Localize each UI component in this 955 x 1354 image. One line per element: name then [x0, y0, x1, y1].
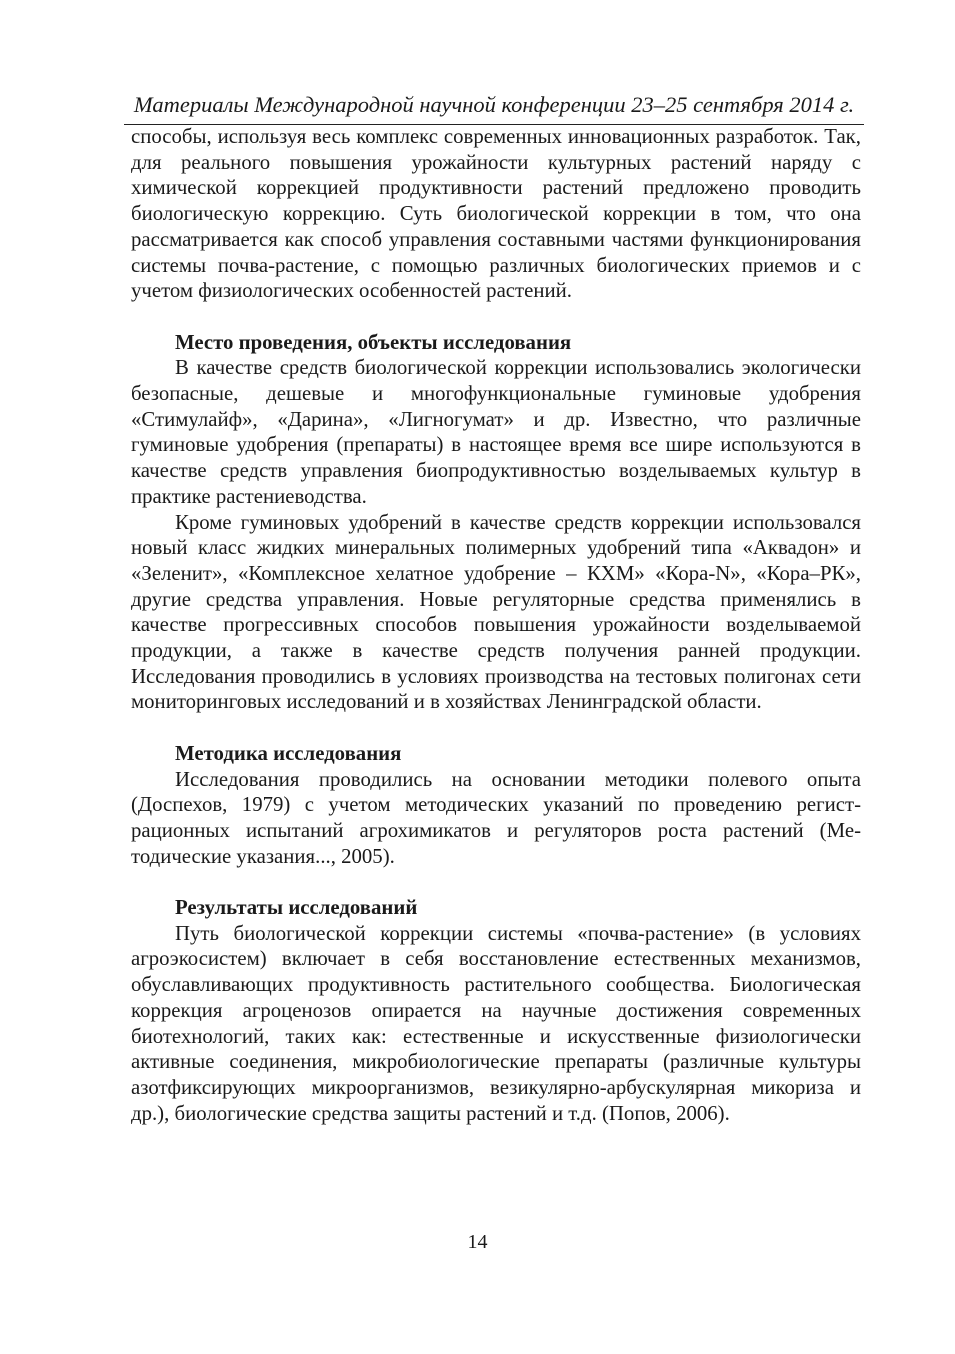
- section-gap: [131, 869, 861, 895]
- page-body: [131, 124, 861, 1126]
- section-heading-results: Результаты исследований: [175, 896, 418, 920]
- section-heading-methods: Методика исследования: [175, 741, 402, 765]
- paragraph-location-1: В качестве средств биологической коррекции использовались экологически безопасные, дешевые и многофункциональные гуминовые удобрения «Стимулайф», «Дарина», «Лигногумат» и др. Известно, что различные гуминовые удобрения (препараты) в настоящее время все шире используются в качестве средств управления биопродуктивностью возделываемых культур в практике растениеводства.: [131, 356, 861, 508]
- paragraph-results-1: Путь биологической коррекции системы «почва-растение» (в условиях агроэкосистем) включает в себя восстановление естественных механизмов, обуславливающих продуктивность растительного сообщества. Биологическая коррекция агроценозов опирается на научные достижения современных биотехнологий, таких как: естественные и искусственные физиологически активные соединения, микробиологические препараты (различные культуры азотфиксирующих микроорганизмов, везикулярно-арбускулярная микориза и др.), биологические средства защиты растений и т.д. (Попов, 2006).: [131, 921, 861, 1125]
- section-heading-location: Место проведения, объекты исследования: [175, 330, 572, 354]
- intro-paragraph: способы, используя весь комплекс современных инновационных разработок. Так, для реального повышения урожайности культурных растений наряду с химической коррекцией продуктивности растений предложено проводить биологическую коррекцию. Суть биологической коррекции в том, что она рассматривается как способ управления составными частями функционирования системы почва-растение, с помощью различных биологических приемов и с учетом физиологических особенностей растений.: [131, 125, 861, 303]
- paragraph-methods-1: Исследования проводились на основании методики полевого опыта (Доспехов, 1979) с учетом методических указаний по проведению регистрационных испытаний агрохимикатов и регуляторов роста растений (Методические указания..., 2005).: [131, 767, 861, 868]
- running-header: Материалы Международной научной конференции 23–25 сентября 2014 г.: [133, 92, 855, 117]
- section-gap: [131, 715, 861, 741]
- page-number: 14: [467, 1231, 488, 1253]
- section-gap: [131, 304, 861, 330]
- paragraph-location-2: Кроме гуминовых удобрений в качестве средств коррекции использовался новый класс жидких минеральных полимерных удобрений типа «Аквадон» и «Зеленит», «Комплексное хелатное удобрение – КХМ» «Кора-N», «Кора–РК», другие средства управления. Новые регуляторные средства применялись в качестве прогрессивных способов повышения урожайности возделываемой продукции, а также в качестве средств получения ранней продукции. Исследования проводились в условиях производства на тестовых полигонах сети мониторинговых исследований и в хозяйствах Ленинградской области.: [131, 510, 861, 714]
